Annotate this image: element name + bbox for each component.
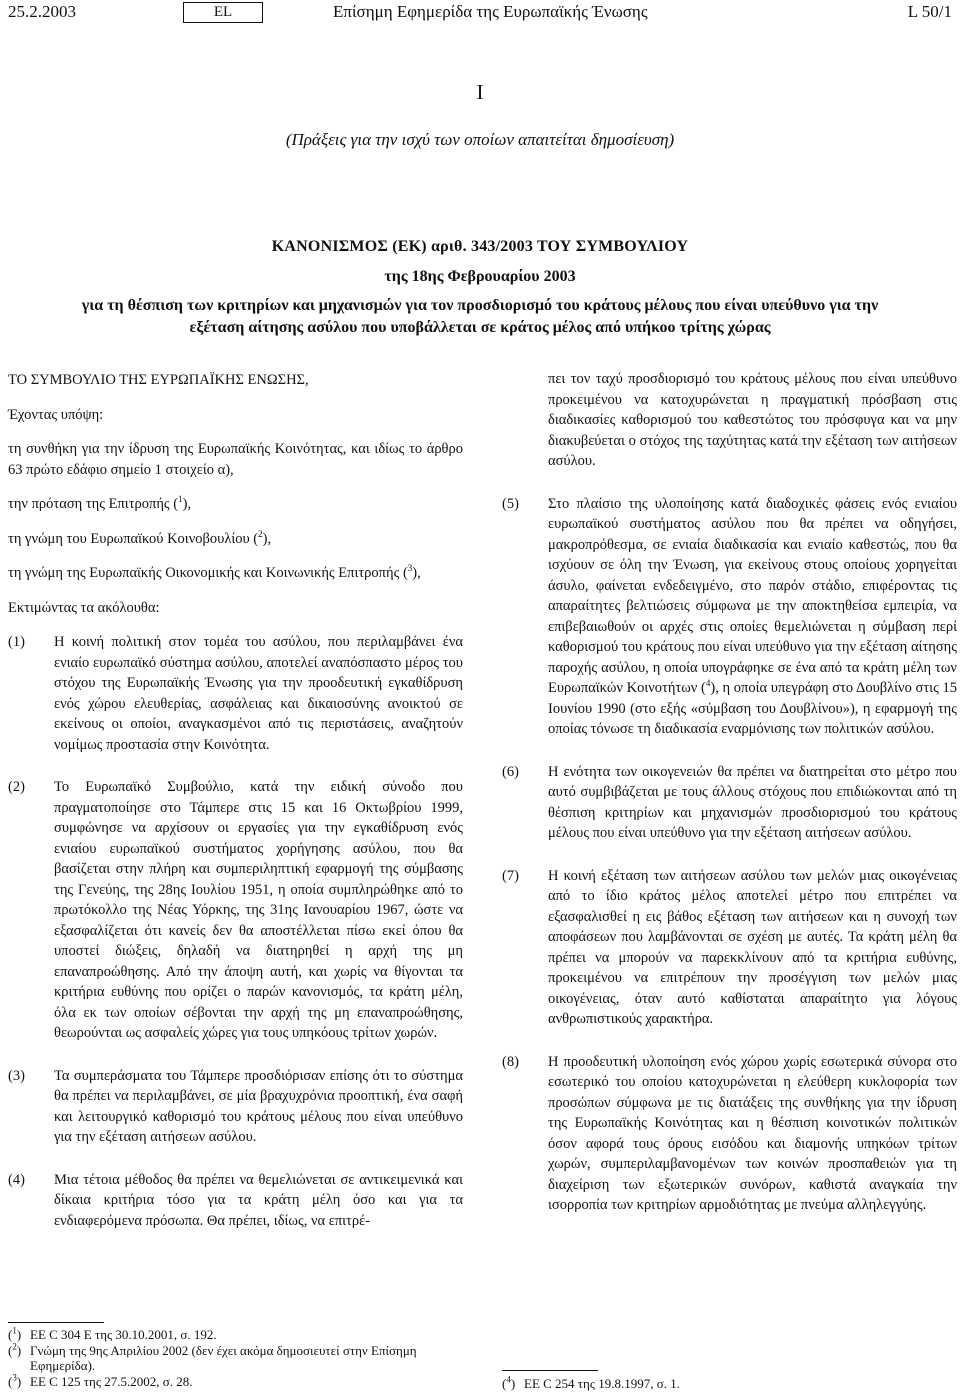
footnote-text: ΕΕ C 254 της 19.8.1997, σ. 1. [524,1376,680,1391]
whereas-heading: Εκτιμώντας τα ακόλουθα: [8,599,160,616]
section-number: I [476,80,484,104]
recital-text: Το Ευρωπαϊκό Συμβούλιο, κατά την ειδική σύνοδο που πραγματοποίησε στο Τάμπερε στις 15 και 16 Οκτωβρίου 1999, συμφώνησε να αρχίσουν οι εργασίες για την εγκαθίδρυση ενός ενιαίου ευρωπαϊκού συστήματος χορήγησης ασύλου, που θα βασίζεται στην πλήρη και συμπεριληπτική εφαρμογή της σύμβασης της Γενεύης, της 28ης Ιουλίου 1951, η οποία συμπληρώθηκε από το πρωτόκολλο της Νέας Υόρκης, της 31ης Ιανουαρίου 1967, ώστε να εξασφαλίζεται ότι κανείς δεν θα αποστέλλεται πίσω εκεί όπου θα υποστεί διώξεις, δηλαδή να διατηρηθεί η αρχή της μη επαναπροώθησης. Από την άποψη αυτή, και χωρίς να θίγονται τα κριτήρια ευθύνης που ορίζει ο παρών κανονισμός, τα κράτη μέλη, όλα εκ των οποίων σέβονται την αρχή της μη επαναπροώθησης, θεωρούνται ως ασφαλείς χώρες για τους υπηκόους τρίτων χωρών. [54,779,463,1041]
regulation-number: ΚΑΝΟΝΙΣΜΟΣ (ΕΚ) αριθ. 343/2003 ΤΟΥ ΣΥΜΒΟΥΛΙΟΥ [271,238,689,255]
recital-number: (7) [502,867,519,884]
footnote-number: ($^4$) [502,1374,516,1391]
recital-text: Η ενότητα των οικογενειών θα πρέπει να διατηρείται στο μέτρο που αυτό συμβιβάζεται με τους άλλους στόχους που επιδιώκονται από τη θέσπιση κριτηρίων και μηχανισμών προσδιορισμού του κράτους μέλους που είναι υπεύθυνο για την εξέταση αιτήσεων ασύλου. [548,763,957,841]
footnote-divider [8,1322,104,1323]
recital [502,762,957,844]
regulation-date: της 18ης Φεβρουαρίου 2003 [384,268,576,285]
recital-number: (8) [502,1053,519,1070]
footnote-ref[interactable]: 2 [258,528,263,539]
citation-parliament: τη γνώμη του Ευρωπαϊκού Κοινοβουλίου ($^2$), [8,528,272,547]
recital-number: (4) [8,1171,25,1188]
recital-text: Η κοινή εξέταση των αιτήσεων ασύλου των μελών μιας οικογένειας από το ίδιο κράτος μέλος αποτελεί μέτρο που επιτρέπει να εξασφαλισθεί η εις βάθος εξέταση των αιτήσεων και η συνοχή των αποφάσεων που λαμβάνονται σε σχέση με αυτές. Τα κράτη μέλη θα πρέπει να μπορούν να παρεκκλίνουν από τα κριτήρια ευθύνης, προκειμένου να επιτρέπουν την προσέγγιση των μελών μιας οικογένειας, όταν αυτό καθίσταται απαραίτητο για λόγους ανθρωπιστικούς χαρακτήρα. [548,867,957,1027]
footnote [8,1343,463,1374]
footnote [8,1327,463,1343]
recital [8,777,463,1044]
having-regard: Έχοντας υπόψη: [8,406,104,423]
citation-proposal: την πρόταση της Επιτροπής ($^1$), [8,494,192,512]
recital-text: Μια τέτοια μέθοδος θα πρέπει να θεμελιώνεται σε αντικειμενικά και δίκαια κριτήρια τόσο για τα κράτη μέλη όσο και για τα ενδιαφερόμενα πρόσωπα. Θα πρέπει, ιδίως, να επιτρέ- [54,1171,463,1229]
recital-text: Στο πλαίσιο της υλοποίησης κατά διαδοχικές φάσεις ενός ενιαίου ευρωπαϊκού συστήματος ασύλου που θα πρέπει να οδηγήσει, μακροπρόθεσμα, σε ενιαία διαδικασία και ενιαίο καθεστώς, που θα ισχύουν σε όλη την Ένωση, για εκείνους στους οποίους χορηγείται άσυλο, φαίνεται ενδεδειγμένο, στο παρόν στάδιο, επιφέροντας τις απαραίτητες βελτιώσεις σύμφωνα με την αποκτηθείσα εμπειρία, να επιβεβαιωθούν οι αρχές στις οποίες θεμελιώνεται η σύμβαση περί καθορισμού του κράτους που είναι υπεύθυνο για την εξέταση αίτησης παροχής ασύλου, η οποία υπογράφηκε σε ένα από τα κράτη μέλη των Ευρωπαϊκών Κοινοτήτων ($^4$), η οποία υπεγράφη στο Δουβλίνο στις 15 Ιουνίου 1990 (στο εξής «σύμβαση του Δουβλίνου»), η εφαρμογή της οποίας τόνωσε τη διαδικασία εναρμόνισης των πολιτικών ασύλου. [548,495,957,737]
recital [502,494,957,740]
recital-number: (6) [502,763,519,780]
footnote-ref[interactable]: 1 [178,494,183,505]
council-heading: ΤΟ ΣΥΜΒΟΥΛΙΟ ΤΗΣ ΕΥΡΩΠΑΪΚΗΣ ΕΝΩΣΗΣ, [8,372,309,388]
section-subtitle: (Πράξεις για την ισχύ των οποίων απαιτείται δημοσίευση) [285,130,675,149]
footnote-ref[interactable]: 4 [705,678,711,689]
footnote [8,1374,463,1390]
citation-treaty: τη συνθήκη για την ίδρυση της Ευρωπαϊκής Κοινότητας, και ιδίως το άρθρο 63 πρώτο εδάφιο σημείο 1 στοιχείο α), [8,441,463,478]
recital [502,1052,957,1216]
regulation-title [70,236,890,339]
footnote-ref[interactable]: 3 [407,563,413,574]
page-header [0,2,960,24]
regulation-subject: για τη θέσπιση των κριτηρίων και μηχανισμών για τον προσδιορισμό του κράτους μέλους που είναι υπεύθυνο για την εξέταση αίτησης ασύλου που υποβάλλεται σε κράτος μέλος από υπήκοο τρίτης χώρας [81,297,879,336]
language-badge: EL [183,2,263,23]
footnote-number: ($^3$) [8,1372,22,1389]
footnote-text: ΕΕ C 125 της 27.5.2002, σ. 28. [30,1373,193,1389]
left-column [8,370,463,1231]
recital-continuation: πει τον ταχύ προσδιορισμό του κράτους μέλους που είναι υπεύθυνο προκειμένου να κατοχυρώνεται η πραγματική πρόσβαση στις διαδικασίες καθορισμού του καθεστώτος του πρόσφυγα και να μην διακυβεύεται ο στόχος της ταχύτητας κατά την εξέταση των αιτήσεων ασύλου. [548,371,957,469]
publication-date: 25.2.2003 [8,2,76,21]
recital [8,1170,463,1232]
recital-text: Η προοδευτική υλοποίηση ενός χώρου χωρίς εσωτερικά σύνορα στο εσωτερικό του οποίου κατοχυρώνεται η ελεύθερη κυκλοφορία των προσώπων σύμφωνα με τις διατάξεις της συνθήκης για την ίδρυση της Ευρωπαϊκής Κοινότητας και η θέσπιση κοινοτικών πολιτικών όσον αφορά τους όρους εισόδου και διαμονής υπηκόων τρίτων χωρών, συμπεριλαμβανομένων των κοινών προσπαθειών για τη διαχείριση των εξωτερικών συνόρων, καθιστά αναγκαία την ισορροπία των κριτηρίων αρμοδιότητας με πνεύμα αλληλεγγύης. [548,1053,957,1213]
recital-text: Τα συμπεράσματα του Τάμπερε προσδιόρισαν επίσης ότι το σύστημα θα πρέπει να περιλαμβάνει, σε μία βραχυχρόνια προοπτική, ένα σαφή και λειτουργικό καθορισμό του κράτους μέλους που είναι υπεύθυνο για την εξέταση αιτήσεων ασύλου. [54,1067,463,1145]
footnotes-left [8,1327,463,1389]
recital [8,1066,463,1148]
footnote-text: ΕΕ C 304 Ε της 30.10.2001, σ. 192. [30,1327,217,1342]
footnote-text: Γνώμη της 9ης Απριλίου 2002 (δεν έχει ακόμα δημοσιευτεί στην Επίσημη Εφημερίδα). [30,1342,417,1373]
recital-number: (5) [502,495,519,512]
recital-number: (1) [8,634,25,650]
recital [8,632,463,755]
recital-number: (3) [8,1067,25,1084]
page-number: L 50/1 [907,2,952,21]
citation-esc: τη γνώμη της Ευρωπαϊκής Οικονομικής και Κοινωνικής Επιτροπής ($^3$), [8,563,421,581]
right-column [502,369,957,1216]
footnote [502,1376,957,1392]
journal-title: Επίσημη Εφημερίδα της Ευρωπαϊκής Ένωσης [333,2,648,21]
recital-text: Η κοινή πολιτική στον τομέα του ασύλου, που περιλαμβάνει ένα ενιαίο ευρωπαϊκό σύστημα ασύλου, αποτελεί αναπόσπαστο μέρος του στόχου της Ευρωπαϊκής Ένωσης για την προοδευτική εγκαθίδρυση ενός χώρου ελευθερίας, ασφάλειας και δικαιοσύνης ανοικτού σε εκείνους οι οποίοι, αναγκασμένοι από τις περιστάσεις, αναζητούν νομίμως προστασία στην Κοινότητα. [54,634,463,753]
footnote-number: ($^2$) [8,1341,22,1358]
footnotes-right [502,1376,957,1392]
recital-number: (2) [8,779,25,795]
footnote-divider [502,1370,598,1371]
footnote-number: ($^1$) [8,1325,22,1342]
recital [502,866,957,1030]
